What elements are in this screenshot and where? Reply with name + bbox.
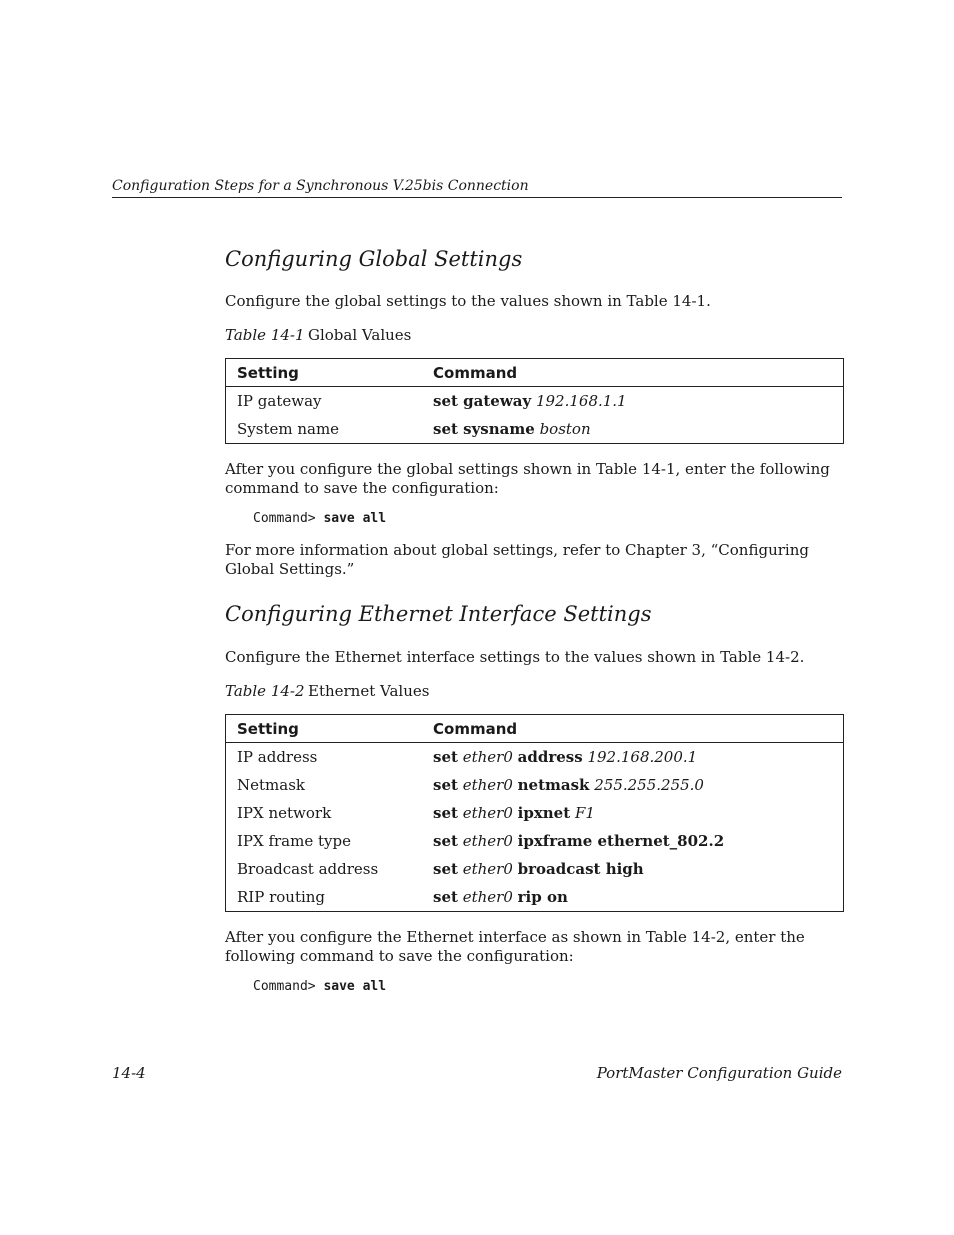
column-header-setting: Setting [226, 359, 423, 387]
command-keyword: set [433, 888, 458, 906]
command-argument: ether0 [462, 776, 513, 794]
command-argument: ether0 [462, 804, 513, 822]
table-row [226, 883, 844, 912]
command-keyword: set [433, 776, 458, 794]
setting-cell: RIP routing [237, 888, 326, 906]
command-argument: 192.168.1.1 [535, 392, 627, 410]
command-prompt: Command> [253, 979, 316, 994]
command-argument: ether0 [462, 832, 513, 850]
table-row [226, 415, 844, 444]
table-caption-ethernet [225, 682, 429, 700]
command-keyword: ipxframe ethernet_802.2 [517, 832, 725, 850]
command-cell [422, 771, 844, 799]
table-row [226, 855, 844, 883]
setting-cell: IP address [237, 748, 318, 766]
table-header-row [226, 359, 844, 387]
command-prompt: Command> [253, 511, 316, 526]
table-number: Table 14-1 [225, 326, 305, 344]
table-title: Ethernet Values [308, 682, 430, 700]
setting-cell: System name [237, 420, 340, 438]
command-keyword: set [433, 748, 458, 766]
column-header-setting: Setting [226, 715, 423, 743]
page-number: 14-4 [112, 1064, 146, 1082]
table-title: Global Values [308, 326, 412, 344]
command-argument: 192.168.200.1 [587, 748, 698, 766]
command-argument: ether0 [462, 888, 513, 906]
footer-book-title: PortMaster Configuration Guide [596, 1064, 842, 1082]
setting-cell: IP gateway [237, 392, 322, 410]
command-keyword: set [433, 860, 458, 878]
command-keyword: set [433, 832, 458, 850]
global-more-info-text: For more information about global settings, refer to Chapter 3, “Configuring Global Settings.” [225, 541, 809, 578]
global-intro-text: Configure the global settings to the values shown in Table 14-1. [225, 292, 711, 310]
command-line-global [253, 511, 386, 526]
command-keyword: netmask [517, 776, 590, 794]
ethernet-values-table [225, 714, 844, 912]
command-keyword: set gateway [433, 392, 532, 410]
command-line-ethernet [253, 979, 386, 994]
table-row [226, 799, 844, 827]
command-cell [422, 415, 844, 444]
command-keyword: rip on [517, 888, 568, 906]
ethernet-intro-text: Configure the Ethernet interface settings to the values shown in Table 14-2. [225, 648, 805, 666]
command-keyword: set sysname [433, 420, 535, 438]
command-argument: F1 [574, 804, 595, 822]
ethernet-table-body [226, 743, 844, 912]
table-header-row [226, 715, 844, 743]
command-keyword: address [517, 748, 583, 766]
command-argument: 255.255.255.0 [594, 776, 704, 794]
command-cell [422, 799, 844, 827]
running-header: Configuration Steps for a Synchronous V.25bis Connection [112, 178, 842, 198]
command-cell [422, 827, 844, 855]
column-header-command: Command [422, 359, 844, 387]
command-argument: boston [539, 420, 591, 438]
ethernet-after-text: After you configure the Ethernet interface as shown in Table 14-2, enter the following command to save the configuration: [225, 928, 805, 965]
command-keyword: broadcast high [517, 860, 644, 878]
table-row [226, 771, 844, 799]
command-keyword: ipxnet [517, 804, 571, 822]
setting-cell: Netmask [237, 776, 305, 794]
command-cell [422, 855, 844, 883]
global-values-table [225, 358, 844, 444]
command-cell [422, 883, 844, 912]
setting-cell: IPX frame type [237, 832, 351, 850]
setting-cell: Broadcast address [237, 860, 379, 878]
column-header-command: Command [422, 715, 844, 743]
command-cell [422, 743, 844, 772]
setting-cell: IPX network [237, 804, 332, 822]
table-row [226, 387, 844, 416]
table-row [226, 827, 844, 855]
command-cell [422, 387, 844, 416]
table-caption-global [225, 326, 411, 344]
global-table-body [226, 387, 844, 444]
global-after-text: After you configure the global settings shown in Table 14-1, enter the following command to save the configuration: [225, 460, 830, 497]
command-text: save all [323, 511, 387, 526]
section-heading-global: Configuring Global Settings [225, 247, 523, 271]
command-argument: ether0 [462, 748, 513, 766]
table-row [226, 743, 844, 772]
command-text: save all [323, 979, 387, 994]
command-argument: ether0 [462, 860, 513, 878]
section-heading-ethernet: Configuring Ethernet Interface Settings [225, 602, 652, 626]
table-number: Table 14-2 [225, 682, 305, 700]
command-keyword: set [433, 804, 458, 822]
